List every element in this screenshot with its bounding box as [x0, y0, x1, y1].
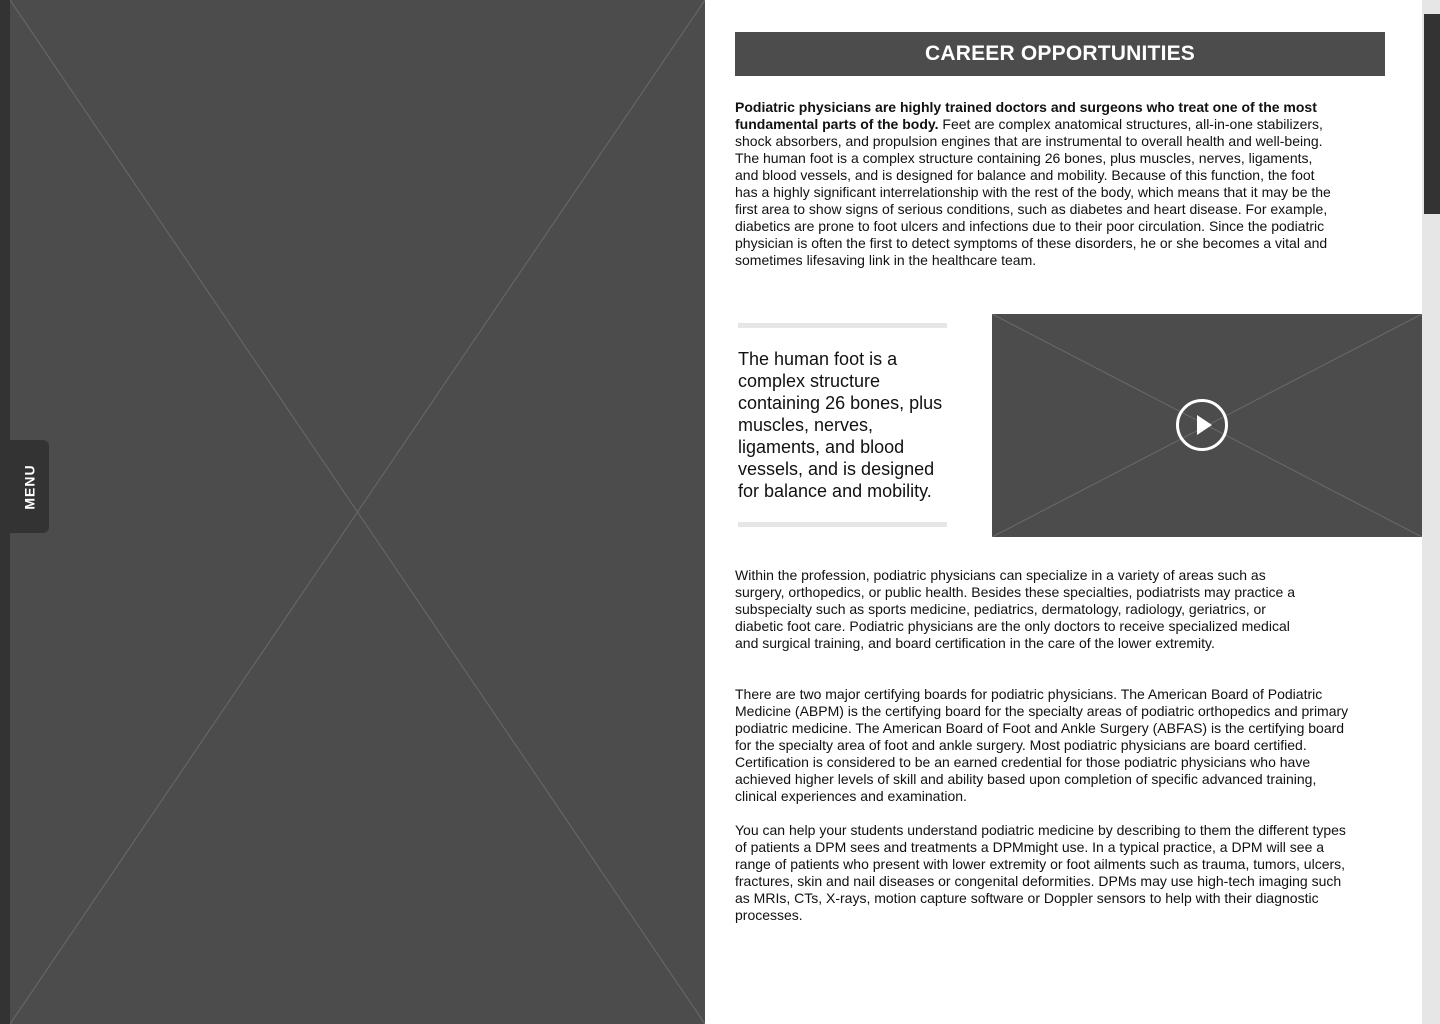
page-title-banner [735, 32, 1385, 76]
specialties-paragraph: Within the profession, podiatric physicians can specialize in a variety of areas such as surgery, orthopedics, or public health. Besides these specialties, podiatrists may practice a subspecialty such as sports medicine, pediatrics, dermatology, radiology, geriatrics, or diabetic foot care. Podiatric physicians are the only doctors to receive specialized medical and surgical training, and board certification in the care of the lower extremity. [735, 567, 1296, 651]
video-player[interactable] [992, 314, 1422, 537]
students-paragraph: You can help your students understand podiatric medicine by describing to them the different types of patients a DPM sees and treatments a DPMmight use. In a typical practice, a DPM will see a range of patients who present with lower extremity or foot ailments such as trauma, tumors, ulcers, fractures, skin and nail diseases or congenital deformities. DPMs may use high-tech imaging such as MRIs, CTs, X-rays, motion capture software or Doppler sensors to help with their diagnostic processes. [735, 822, 1346, 923]
menu-label: MENU [21, 463, 38, 510]
pullquote-bottom-rule [738, 522, 947, 527]
play-icon [1179, 402, 1225, 448]
intro-lead: Podiatric physicians are highly trained doctors and surgeons who treat one of the most fundamental parts of the body. [735, 99, 1317, 132]
play-button[interactable] [1176, 399, 1228, 451]
boards-paragraph: There are two major certifying boards for podiatric physicians. The American Board of Podiatric Medicine (ABPM) is the certifying board for the specialty areas of podiatric orthopedics and primary podiatric medicine. The American Board of Foot and Ankle Surgery (ABFAS) is the certifying board for the specialty area of foot and ankle surgery. Most podiatric physicians are board certified. Certification is considered to be an earned credential for those podiatric physicians who have achieved higher levels of skill and ability based upon completion of specific advanced training, clinical experiences and examination. [735, 686, 1349, 804]
pullquote: The human foot is a complex structure containing 26 bones, plus muscles, nerves, ligaments, and blood vessels, and is designed for balance and mobility. [738, 349, 943, 501]
left-edge-strip [0, 0, 10, 1024]
image-placeholder-cross [10, 0, 705, 1024]
pullquote-top-rule [738, 323, 947, 328]
scrollbar-thumb[interactable] [1424, 14, 1440, 214]
page-title: CAREER OPPORTUNITIES [924, 42, 1196, 65]
hero-image-placeholder [10, 0, 705, 1024]
menu-button[interactable] [10, 440, 49, 533]
intro-body: Feet are complex anatomical structures, all-in-one stabilizers, shock absorbers, and propulsion engines that are instrumental to overall health and well-being. The human foot is a complex structure containing 26 bones, plus muscles, nerves, ligaments, and blood vessels, and is designed for balance and mobility. Because of this function, the foot has a highly significant interrelationship with the rest of the body, which means that it may be the first area to show signs of serious conditions, such as diabetes and heart disease. For example, diabetics are prone to foot ulcers and infections due to their poor circulation. Since the podiatric physician is often the first to detect symptoms of these disorders, he or she becomes a vital and sometimes lifesaving link in the healthcare team. [735, 116, 1331, 268]
intro-paragraph [735, 99, 1335, 269]
